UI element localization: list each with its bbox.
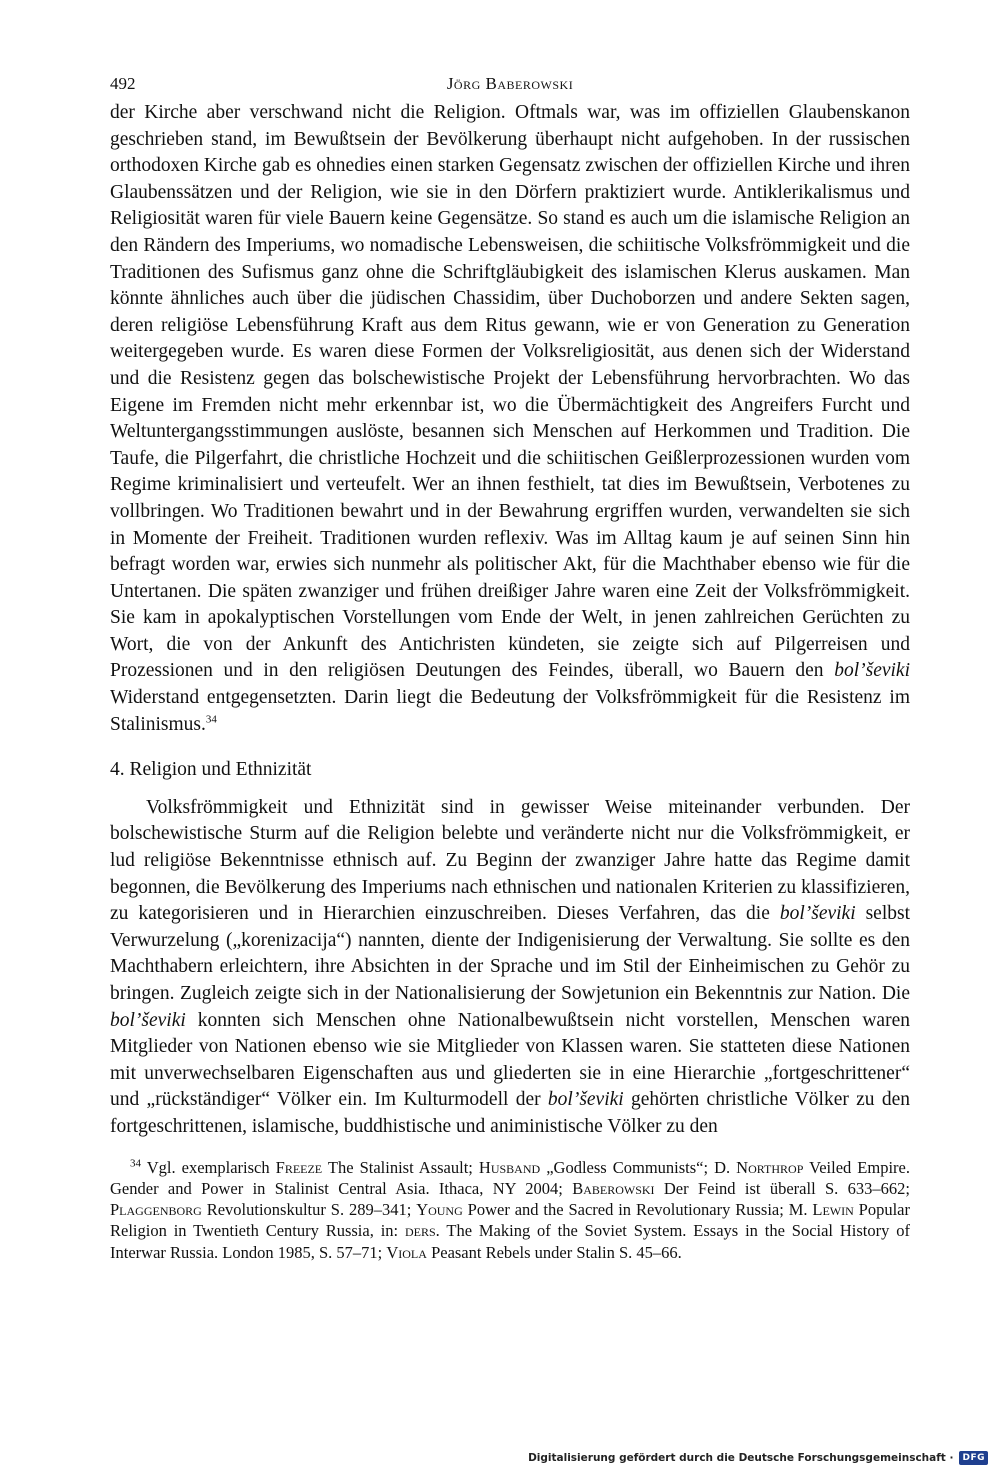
paragraph: [110, 795, 910, 1141]
footnote-reference[interactable]: 34: [205, 713, 217, 726]
text-run: konnten sich Menschen ohne Nationalbewußtsein nicht vorstellen, Menschen waren Mitglieder von Nationen ebenso wie sie Mitglieder von Klassen waren. Sie statteten diese Nationen mit unverwechselbaren Eigenschaften aus und gliederten sie in eine Hierarchie „fortgeschrittener“ und „rückständiger“ Völker ein. Im Kulturmodell der: [110, 1009, 910, 1111]
digitization-credit: [528, 1451, 988, 1465]
author-name: Viola: [386, 1242, 427, 1262]
text-run: Der Feind ist überall S. 633–662;: [654, 1178, 910, 1198]
text-run: „Godless Communists“; D.: [540, 1157, 737, 1177]
author-name: Plaggenborg: [110, 1200, 202, 1220]
page-number: 492: [110, 74, 136, 93]
section-heading: 4. Religion und Ethnizität: [110, 759, 312, 781]
text-run: gehörten christliche Völker zu den fortgeschrittenen, islamische, buddhistische und aniministische Völker zu den: [110, 1089, 911, 1137]
text-run: selbst Verwurzelung („korenizacija“) nannten, diente der Indigenisierung der Verwaltung. Sie sollte es den Machthabern erleichtern, ihre Absichten in der Sprache und im Stil der Einheimischen zu Gehör zu bringen. Zugleich zeigte sich in der Nationalisierung der Sowjetunion ein Bekenntnis zur Nation. Die: [110, 903, 910, 1004]
italic-term: bol’ševiki: [779, 903, 856, 925]
running-header: [110, 70, 910, 100]
text-run: Volksfrömmigkeit und Ethnizität sind in gewisser Weise miteinander verbunden. Der bolschewistische Sturm auf die Religion belebte und veränderte nicht nur die Volksfrömmigkeit, er lud religiöse Bekenntnisse ethnisch auf. Zu Beginn der zwanziger Jahre hatte das Regime damit begonnen, die Bevölkerung des Imperiums nach ethnischen und nationalen Kriterien zu klassifizieren, zu kategorisieren und in Hierarchien einzuschreiben. Dieses Verfahren, das die: [110, 796, 910, 925]
text-run: Revolutionskultur S. 289–341;: [201, 1200, 417, 1220]
text-run: der Kirche aber verschwand nicht die Religion. Oftmals war, was im offiziellen Glaubenskanon geschrieben stand, im Bewußtsein der Bevölkerung überhaupt nicht aufgehoben. In der russischen orthodoxen Kirche gab es ohnedies einen starken Gegensatz zwischen der offiziellen Kirche und ihren Glaubenssätzen und der Religion, wie sie in den Dörfern praktiziert wurde. Antiklerikalismus und Religiosität waren für viele Bauern keine Gegensätze. So stand es auch um die islamische Religion an den Rändern des Imperiums, wo nomadische Lebensweisen, die schiitische Volksfrömmigkeit und die Traditionen des Sufismus ganz ohne die Schriftgläubigkeit des islamischen Klerus auskamen. Man könnte ähnliches auch über die jüdischen Chassidim, über Duchoborzen und andere Sekten sagen, deren religiöse Lebensführung Kraft aus dem Ritus gewann, wie er von Generation zu Generation weitergegeben wurde. Es waren diese Formen der Volksreligiosität, aus denen sich der Widerstand und die Resistenz gegen das bolschewistische Projekt der Lebensführung hervorbrachten. Wo das Eigene im Fremden nicht mehr erkennbar ist, wo die Übermächtigkeit des Angreifers Furcht und Weltuntergangsstimmungen auslöste, besannen sich Menschen auf Herkommen und Tradition. Die Taufe, die Pilgerfahrt, die christliche Hochzeit und die schiitischen Geißlerprozessionen wurden vom Regime kriminalisiert und verteufelt. Wer an ihnen festhielt, tat dies im Bewußtsein, Verbotenes zu vollbringen. Wo Traditionen bewahrt und in der Bewahrung ergriffen wurden, verwandelten sie sich in Momente der Freiheit. Traditionen wurden reflexiv. Was im Alltag kaum je auf seinen Sinn hin befragt worden war, erwies sich nunmehr als politischer Akt, für die Machthaber ebenso wie für die Untertanen. Die späten zwanziger und frühen dreißiger Jahre waren eine Zeit der Volksfrömmigkeit. Sie kam in apokalyptischen Vorstellungen vom Ende der Welt, in jenen zahlreichen Gerüchten zu Wort, die von der Ankunft des Antichristen kündeten, sie zeigte sich auf Pilgerreisen und Prozessionen und in den religiösen Deutungen des Feindes, überall, wo Bauern den: [110, 102, 910, 682]
footnote-number: 34: [130, 1157, 141, 1170]
main-text: [110, 100, 910, 1141]
text-run: Peasant Rebels under Stalin S. 45–66.: [426, 1242, 682, 1262]
footnote: [110, 1157, 910, 1263]
page: [110, 70, 910, 1263]
text-run: Vgl. exemplarisch: [141, 1157, 276, 1177]
text-run: The Stalinist Assault;: [322, 1157, 479, 1177]
author-name: Husband: [478, 1157, 541, 1177]
text-run: Popular Religion in Twentieth Century Russia, in:: [110, 1200, 910, 1241]
running-head-author: Jörg Baberowski: [446, 74, 574, 93]
author-name: ders: [404, 1221, 436, 1241]
paragraph: [110, 100, 910, 738]
italic-term: bol’ševiki: [547, 1089, 624, 1111]
author-name: Freeze: [275, 1157, 323, 1177]
text-run: Veiled Empire. Gender and Power in Stalinist Central Asia. Ithaca, NY 2004;: [110, 1157, 910, 1198]
author-name: Baberowski: [572, 1178, 655, 1198]
author-name: Young: [416, 1200, 463, 1220]
italic-term: bol’ševiki: [110, 1009, 186, 1031]
italic-term: bol’ševiki: [834, 660, 910, 682]
author-name: Lewin: [812, 1200, 854, 1220]
credit-text: Digitalisierung gefördert durch die Deutsche Forschungsgemeinschaft ·: [528, 1452, 954, 1464]
author-name: Northrop: [736, 1157, 804, 1177]
text-run: Power and the Sacred in Revolutionary Russia; M.: [462, 1200, 813, 1220]
text-run: . The Making of the Soviet System. Essays in the Social History of Interwar Russia. London 1985, S. 57–71;: [110, 1221, 910, 1262]
text-run: Widerstand entgegensetzten. Darin liegt die Bedeutung der Volksfrömmigkeit für die Resistenz im Stalinismus.: [110, 687, 910, 735]
footnotes: [110, 1157, 910, 1263]
dfg-logo-icon: DFG: [959, 1451, 988, 1465]
